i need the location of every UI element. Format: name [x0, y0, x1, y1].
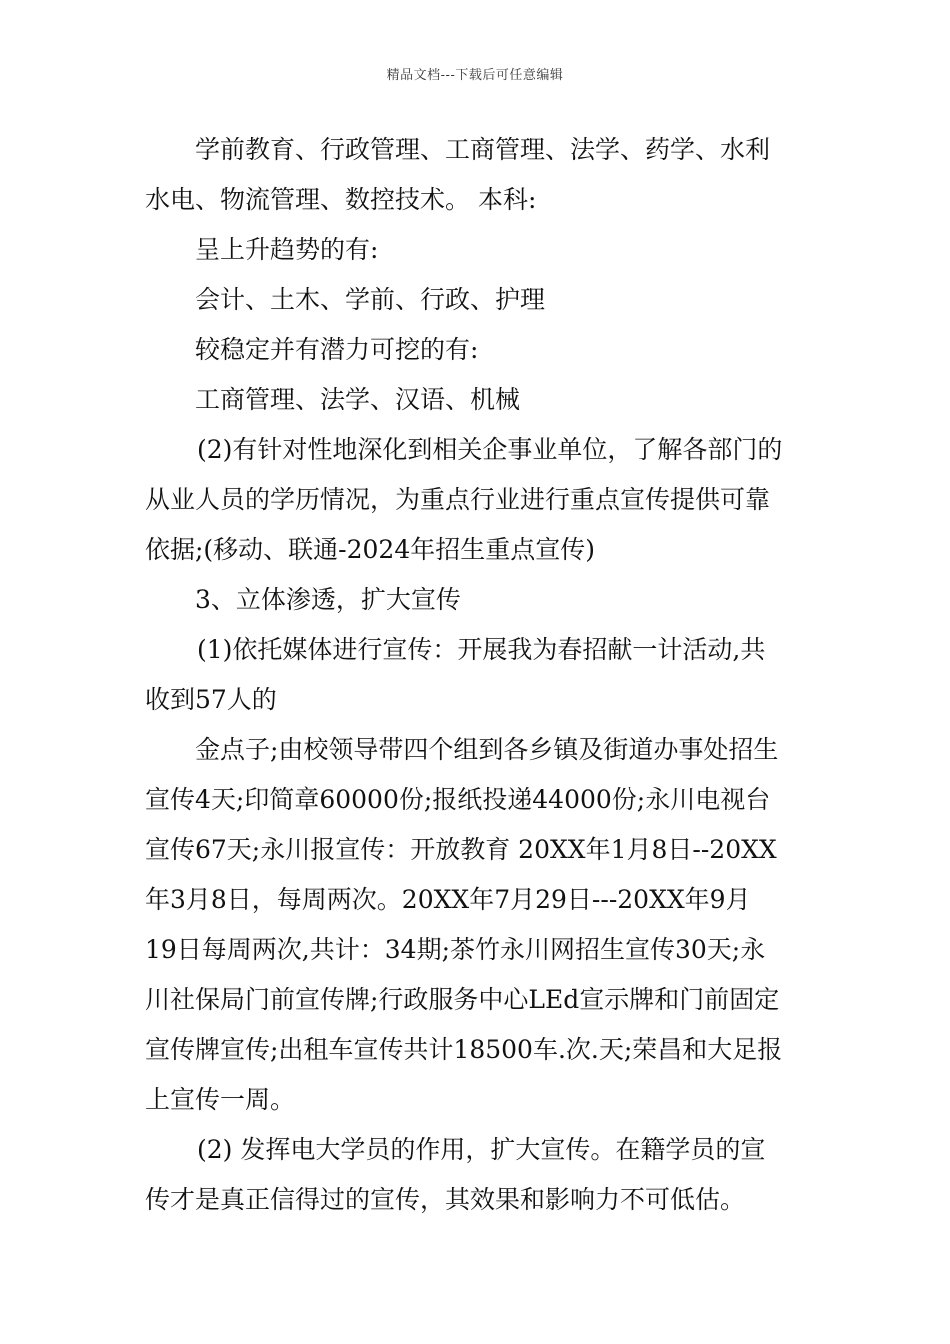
- body-line: (2)有针对性地深化到相关企事业单位，了解各部门的: [197, 435, 783, 464]
- body-line: 宣传牌宣传;出租车宣传共计18500车.次.天;荣昌和大足报: [145, 1035, 783, 1064]
- body-line: (1)依托媒体进行宣传：开展我为春招献一计活动,共: [197, 635, 766, 664]
- body-line: 传才是真正信得过的宣传，其效果和影响力不可低估。: [145, 1185, 746, 1214]
- body-line: 学前教育、行政管理、工商管理、法学、药学、水利: [195, 135, 771, 164]
- body-line: 工商管理、法学、汉语、机械: [195, 385, 521, 414]
- body-line: 川社保局门前宣传牌;行政服务中心LEd宣示牌和门前固定: [145, 985, 780, 1014]
- body-line: 呈上升趋势的有:: [195, 235, 379, 264]
- body-line: (2) 发挥电大学员的作用，扩大宣传。在籍学员的宣: [197, 1135, 766, 1164]
- body-line: 上宣传一周。: [145, 1085, 296, 1114]
- section-heading: 3、立体渗透，扩大宣传: [195, 585, 461, 614]
- body-line: 收到57人的: [145, 685, 277, 714]
- body-line: 会计、土木、学前、行政、护理: [195, 285, 546, 314]
- body-line: 金点子;由校领导带四个组到各乡镇及街道办事处招生: [195, 735, 779, 764]
- body-line: 宣传4天;印简章60000份;报纸投递44000份;永川电视台: [145, 785, 771, 814]
- body-line: 从业人员的学历情况，为重点行业进行重点宣传提供可靠: [145, 485, 771, 514]
- body-line: 水电、物流管理、数控技术。 本科:: [145, 185, 537, 214]
- body-line: 年3月8日，每周两次。20XX年7月29日---20XX年9月: [145, 885, 751, 914]
- body-line: 宣传67天;永川报宣传：开放教育 20XX年1月8日--20XX: [145, 835, 777, 864]
- document-body: [145, 125, 810, 1225]
- body-line: 19日每周两次,共计：34期;茶竹永川网招生宣传30天;永: [145, 935, 766, 964]
- page-header: 精品文档---下载后可任意编辑: [386, 68, 564, 83]
- body-line: 较稳定并有潜力可挖的有:: [195, 335, 479, 364]
- body-line: 依据;(移动、联通-2024年招生重点宣传): [145, 535, 596, 564]
